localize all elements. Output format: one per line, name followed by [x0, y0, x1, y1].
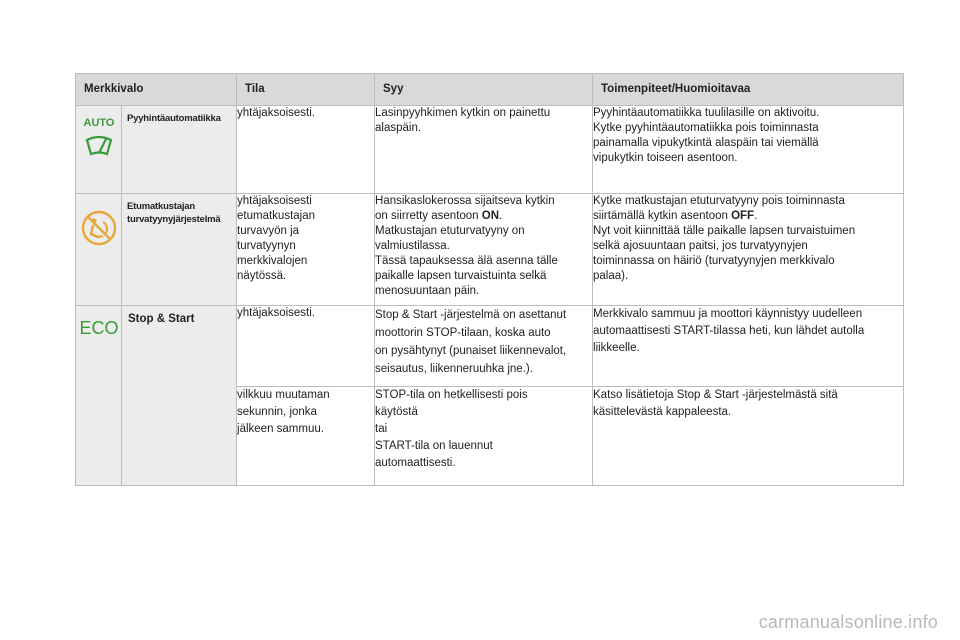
- action-cell: Kytke matkustajan etuturvatyyny pois toiminnasta siirtämällä kytkin asentoon OFF. Nyt voit kiinnittää tälle paikalle lapsen turvaistuimen selkä ajosuuntaan paitsi, jos turvatyynyjen toiminnassa on häiriö (turvatyynyjen merkkivalo palaa).: [593, 194, 904, 306]
- header-tila: Tila: [237, 74, 375, 106]
- icon-cell: [76, 106, 122, 194]
- table-header-row: [76, 74, 904, 106]
- icon-cell: [76, 306, 122, 486]
- header-toimenpiteet: Toimenpiteet/Huomioitavaa: [593, 74, 904, 106]
- action-cell: Merkkivalo sammuu ja moottori käynnistyy uudelleen automaattisesti START-tilassa heti, kun lähdet autolla liikkeelle.: [593, 306, 904, 387]
- table-row: [76, 194, 904, 306]
- table-row: [76, 306, 904, 387]
- indicator-name: Etumatkustajan turvatyynyjärjestelmä: [127, 201, 221, 225]
- cause-cell: Hansikaslokerossa sijaitseva kytkin on siirretty asentoon ON. Matkustajan etuturvatyyny on valmiustilassa. Tässä tapauksessa älä asenna tälle paikalle lapsen turvaistuinta selkä menosuuntaan päin.: [375, 194, 593, 306]
- passenger-airbag-off-icon: [79, 206, 119, 256]
- state-cell: yhtäjaksoisesti.: [237, 106, 375, 194]
- cause-cell: STOP-tila on hetkellisesti pois käytöstä tai START-tila on lauennut automaattisesti.: [375, 387, 593, 486]
- cause-cell: Stop & Start -järjestelmä on asettanut moottorin STOP-tilaan, koska auto on pysähtynyt (punaiset liikennevalot, seisautus, liikenneruuhka jne.).: [375, 306, 593, 387]
- watermark: carmanualsonline.info: [758, 612, 938, 632]
- state-cell: yhtäjaksoisesti etumatkustajan turvavyön ja turvatyynyn merkkivalojen näytössä.: [237, 194, 375, 306]
- state-cell: vilkkuu muutaman sekunnin, jonka jälkeen sammuu.: [237, 387, 375, 486]
- wiper-auto-icon: [79, 114, 119, 164]
- svg-text:AUTO: AUTO: [83, 117, 114, 129]
- header-merkkivalo: Merkkivalo: [76, 74, 237, 106]
- action-cell: Katso lisätietoja Stop & Start -järjestelmästä sitä käsittelevästä kappaleesta.: [593, 387, 904, 486]
- indicator-name: Pyyhintäautomatiikka: [127, 113, 221, 124]
- eco-icon: [77, 314, 121, 340]
- warning-lights-table: [75, 73, 904, 486]
- state-cell: yhtäjaksoisesti.: [237, 306, 375, 387]
- svg-text:ECO: ECO: [78, 318, 119, 338]
- action-cell: Pyyhintäautomatiikka tuulilasille on aktivoitu. Kytke pyyhintäautomatiikka pois toiminnasta painamalla vipukytkintä alaspäin tai viemällä vipukytkin toiseen asentoon.: [593, 106, 904, 194]
- header-syy: Syy: [375, 74, 593, 106]
- indicator-name: Stop & Start: [128, 313, 195, 325]
- icon-cell: [76, 194, 122, 306]
- cause-cell: Lasinpyyhkimen kytkin on painettu alaspäin.: [375, 106, 593, 194]
- table-row: [76, 106, 904, 194]
